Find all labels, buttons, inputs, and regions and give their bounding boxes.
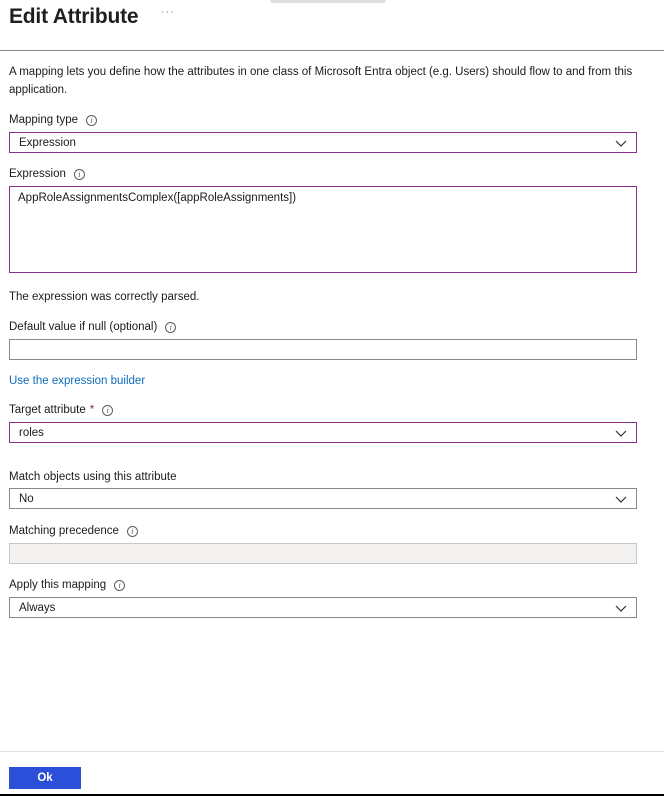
parse-status: The expression was correctly parsed.	[9, 291, 200, 303]
ok-button[interactable]: Ok	[9, 767, 81, 789]
chevron-down-icon	[615, 137, 627, 149]
info-icon[interactable]: i	[127, 526, 138, 537]
default-value-input[interactable]	[9, 339, 637, 360]
match-objects-value: No	[19, 492, 34, 505]
panel-header	[0, 0, 664, 51]
info-icon[interactable]: i	[102, 405, 113, 416]
target-attribute-label: Target attribute * i	[9, 404, 113, 416]
tab-shadow	[270, 0, 386, 3]
expression-label: Expression i	[9, 168, 85, 180]
footer-divider	[0, 751, 664, 752]
chevron-down-icon	[615, 427, 627, 439]
expression-textarea[interactable]: AppRoleAssignmentsComplex([appRoleAssignments])	[9, 186, 637, 273]
chevron-down-icon	[615, 602, 627, 614]
target-attribute-value: roles	[19, 426, 44, 439]
matching-precedence-input	[9, 543, 637, 564]
info-icon[interactable]: i	[86, 115, 97, 126]
required-marker: *	[89, 404, 95, 416]
mapping-description: A mapping lets you define how the attributes in one class of Microsoft Entra object (e.g. Users) should flow to and from this application.	[9, 66, 633, 96]
page-title: Edit Attribute	[9, 5, 139, 28]
match-objects-dropdown[interactable]	[9, 488, 637, 509]
mapping-type-label: Mapping type i	[9, 114, 97, 126]
info-icon[interactable]: i	[74, 169, 85, 180]
more-options-icon[interactable]: ···	[161, 6, 175, 18]
matching-precedence-label: Matching precedence i	[9, 525, 138, 537]
mapping-type-value: Expression	[19, 136, 76, 149]
default-value-label: Default value if null (optional) i	[9, 321, 176, 333]
match-objects-label: Match objects using this attribute	[9, 471, 177, 483]
target-attribute-dropdown[interactable]	[9, 422, 637, 443]
info-icon[interactable]: i	[165, 322, 176, 333]
apply-mapping-label: Apply this mapping i	[9, 579, 125, 591]
mapping-type-dropdown[interactable]	[9, 132, 637, 153]
expression-builder-link[interactable]: Use the expression builder	[9, 375, 146, 387]
apply-mapping-value: Always	[19, 601, 56, 614]
info-icon[interactable]: i	[114, 580, 125, 591]
chevron-down-icon	[615, 493, 627, 505]
apply-mapping-dropdown[interactable]	[9, 597, 637, 618]
